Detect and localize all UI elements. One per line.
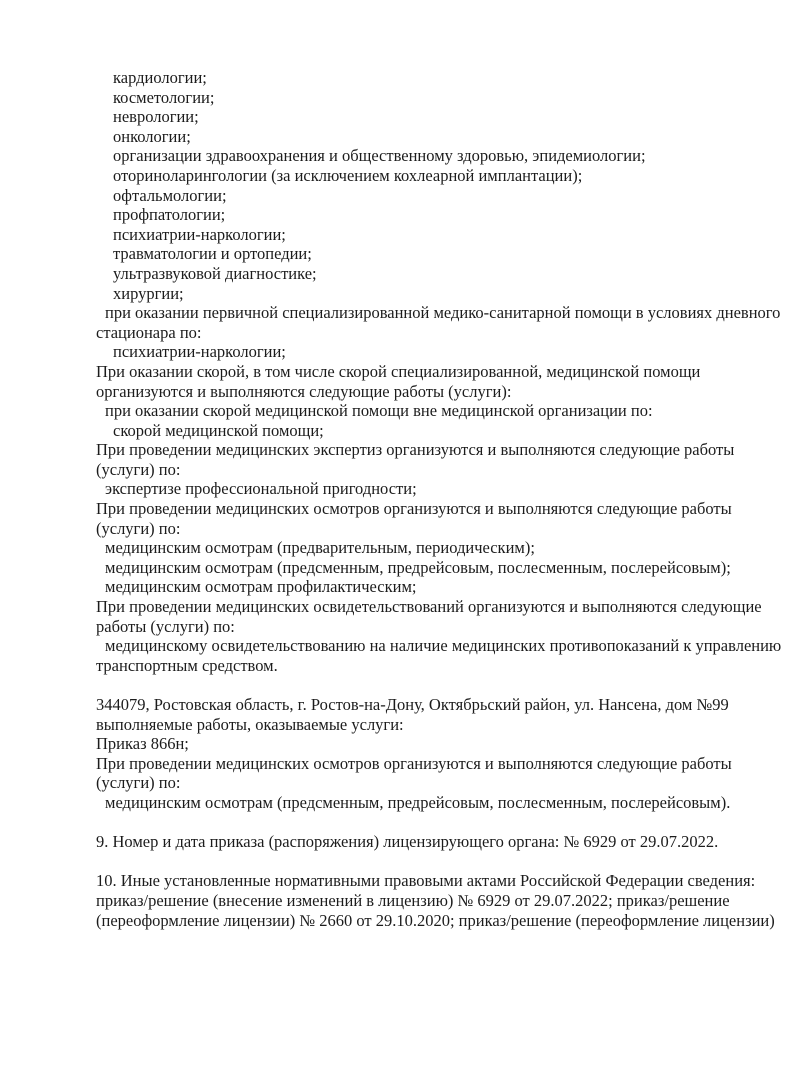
document-line: При проведении медицинских осмотров организуются и выполняются следующие работы	[96, 753, 732, 773]
document-line: экспертизе профессиональной пригодности;	[105, 479, 417, 499]
document-line: неврологии;	[113, 107, 199, 127]
document-line: (услуги) по:	[96, 459, 181, 479]
document-line: медицинскому освидетельствованию на наличие медицинских противопоказаний к управлению	[105, 636, 782, 656]
document-line: при оказании первичной специализированной медико-санитарной помощи в условиях дневного	[105, 303, 781, 323]
document-line: медицинским осмотрам профилактическим;	[105, 577, 417, 597]
blank-line	[96, 852, 802, 872]
document-line: офтальмологии;	[113, 185, 227, 205]
document-line: психиатрии-наркологии;	[113, 224, 286, 244]
document-line: ультразвуковой диагностике;	[113, 263, 317, 283]
document-line: выполняемые работы, оказываемые услуги:	[96, 714, 404, 734]
blank-line	[96, 813, 802, 833]
document-line: скорой медицинской помощи;	[113, 420, 324, 440]
document-line: хирургии;	[113, 283, 184, 303]
document-line: при оказании скорой медицинской помощи вне медицинской организации по:	[105, 401, 653, 421]
document-line: кардиологии;	[113, 68, 207, 87]
document-line: (услуги) по:	[96, 518, 181, 538]
document-line: медицинским осмотрам (предсменным, предрейсовым, послесменным, послерейсовым);	[105, 557, 731, 577]
document-line: При проведении медицинских освидетельствований организуются и выполняются следующие	[96, 597, 762, 617]
document-line: онкологии;	[113, 126, 191, 146]
document-line: приказ/решение (внесение изменений в лицензию) № 6929 от 29.07.2022; приказ/решение	[96, 890, 730, 910]
blank-line	[96, 675, 802, 695]
document-line: стационара по:	[96, 322, 202, 342]
document-line: 344079, Ростовская область, г. Ростов-на-Дону, Октябрьский район, ул. Нансена, дом №99	[96, 695, 729, 714]
document-content	[96, 68, 802, 930]
document-line: 9. Номер и дата приказа (распоряжения) лицензирующего органа: № 6929 от 29.07.2022.	[96, 832, 719, 852]
document-line: медицинским осмотрам (предварительным, периодическим);	[105, 538, 535, 558]
document-line: травматологии и ортопедии;	[113, 244, 312, 264]
document-line: 10. Иные установленные нормативными правовыми актами Российской Федерации сведения:	[96, 871, 756, 891]
document-line: (услуги) по:	[96, 773, 181, 793]
document-line: оториноларингологии (за исключением кохлеарной имплантации);	[113, 165, 583, 185]
document-line: Приказ 866н;	[96, 734, 189, 754]
document-line: При оказании скорой, в том числе скорой специализированной, медицинской помощи	[96, 361, 701, 381]
document-line: косметологии;	[113, 87, 215, 107]
document-line: организации здравоохранения и общественному здоровью, эпидемиологии;	[113, 146, 646, 166]
document-line: психиатрии-наркологии;	[113, 342, 286, 362]
document-line: (переоформление лицензии) № 2660 от 29.10.2020; приказ/решение (переоформление лицензии)	[96, 910, 775, 930]
document-line: При проведении медицинских экспертиз организуются и выполняются следующие работы	[96, 440, 735, 460]
document-line: организуются и выполняются следующие работы (услуги):	[96, 381, 512, 401]
document-line: При проведении медицинских осмотров организуются и выполняются следующие работы	[96, 499, 732, 519]
document-line: профпатологии;	[113, 205, 226, 225]
document-line: работы (услуги) по:	[96, 616, 235, 636]
document-line: транспортным средством.	[96, 655, 278, 675]
document-line: медицинским осмотрам (предсменным, предрейсовым, послесменным, послерейсовым).	[105, 792, 731, 812]
